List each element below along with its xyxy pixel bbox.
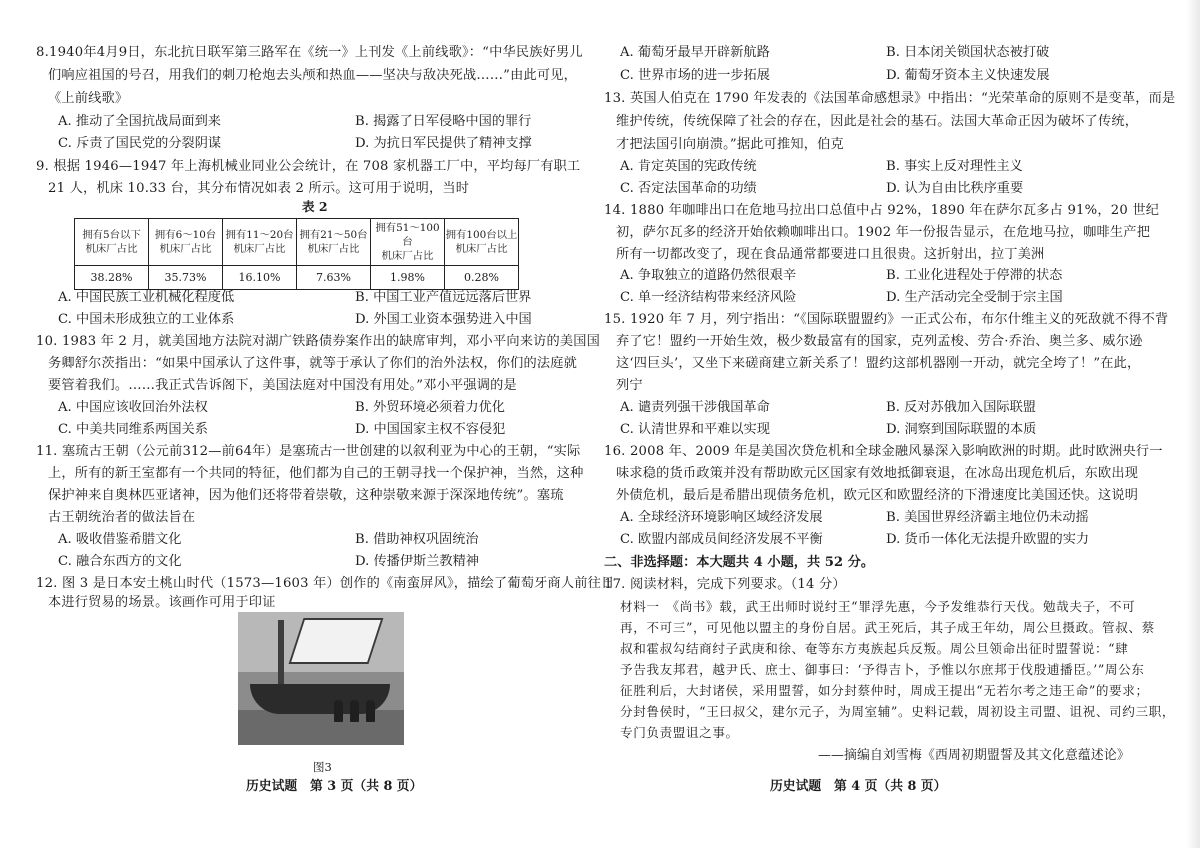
table-header-cell: 拥有11～20台 机床厂占比 (223, 219, 297, 266)
q11-option-b[interactable]: B. 借助神权巩固统治 (355, 532, 479, 547)
q17-source: ——摘编自刘雪梅《西周初期盟誓及其文化意蕴述论》 (818, 748, 1130, 763)
q17-material-line: 征胜利后，大封诸侯，采用盟誓，如分封蔡仲时，周成王提出“无若尔考之违王命”的要求； (620, 683, 1149, 698)
q12-option-d[interactable]: D. 葡萄牙资本主义快速发展 (886, 68, 1050, 83)
q10-option-c[interactable]: C. 中美共同维系两国关系 (58, 422, 208, 437)
table-header-cell: 拥有5台以下 机床厂占比 (75, 219, 149, 266)
q17-material-line: 分封鲁侯时，“王曰叔父，建尔元子，为周室辅”。史料记载，周初设主司盟、诅祝、司约三职， (620, 704, 1176, 719)
q14-stem: 14. 1880 年咖啡出口在危地马拉出口总值中占 92%，1890 年在萨尔瓦多占 91%，20 世纪 (604, 203, 1160, 218)
q15-option-c[interactable]: C. 认清世界和平难以实现 (620, 422, 770, 437)
q13-option-c[interactable]: C. 否定法国革命的功绩 (620, 181, 757, 196)
table-value-cell: 38.28% (75, 266, 149, 290)
q9-option-b[interactable]: B. 中国工业产值远远落后世界 (355, 290, 532, 305)
q10-stem: 10. 1983 年 2 月，就美国地方法院对湖广铁路债券案作出的缺席审判，邓小平向来访的美国国 (36, 334, 601, 349)
table-2 (74, 218, 519, 290)
q17-stem: 17. 阅读材料，完成下列要求。（14 分） (604, 577, 846, 592)
page-4-footer: 历史试题 第 4 页（共 8 页） (770, 779, 947, 794)
figure-ground (238, 710, 404, 745)
q11-stem: 11. 塞琉古王朝（公元前312—前64年）是塞琉古一世创建的以叙利亚为中心的王朝，“实际 (36, 444, 581, 459)
section-2-heading: 二、非选择题：本大题共 4 小题，共 52 分。 (604, 555, 875, 570)
q13-stem-line3: 才把法国引向崩溃。”据此可推知，伯克 (616, 137, 844, 152)
page-4 (600, 0, 1200, 848)
q17-material-line: 专门负责盟诅之事。 (620, 725, 739, 740)
q15-stem-line4: 列宁 (616, 378, 643, 393)
q11-stem-line4: 古王朝统治者的做法旨在 (48, 510, 196, 525)
q14-option-a[interactable]: A. 争取独立的道路仍然很艰辛 (620, 268, 797, 283)
q15-option-b[interactable]: B. 反对苏俄加入国际联盟 (886, 400, 1036, 415)
page-3-footer: 历史试题 第 3 页（共 8 页） (246, 779, 423, 794)
q13-stem-line2: 维护传统，传统保障了社会的存在，因此是社会的基石。法国大革命正因为破坏了传统， (616, 114, 1139, 129)
q9-option-d[interactable]: D. 外国工业资本强势进入中国 (355, 312, 532, 327)
q9-option-c[interactable]: C. 中国未形成独立的工业体系 (58, 312, 235, 327)
table-2-caption: 表 2 (302, 199, 328, 214)
q16-option-b[interactable]: B. 美国世界经济霸主地位仍未动摇 (886, 510, 1089, 525)
figure-ship-sail (289, 618, 384, 664)
q14-stem-line3: 所有一切都改变了，现在食品通常都要进口且很贵。这折射出，拉丁美洲 (616, 247, 1045, 262)
q10-option-b[interactable]: B. 外贸环境必须着力优化 (355, 400, 505, 415)
q8-stem-line3: 《上前线歌》 (48, 91, 129, 106)
table-value-cell: 7.63% (297, 266, 371, 290)
q11-option-a[interactable]: A. 吸收借鉴希腊文化 (58, 532, 182, 547)
q10-stem-line3: 要管着我们。……我正式告诉阁下，美国法庭对中国没有用处。”邓小平强调的是 (48, 378, 517, 393)
q8-option-a[interactable]: A. 推动了全国抗战局面到来 (58, 114, 221, 129)
figure-person (334, 700, 343, 722)
figure-3-nanban-screen (238, 612, 404, 745)
q8-option-c[interactable]: C. 斥责了国民党的分裂阴谋 (58, 136, 222, 151)
table-header-cell: 拥有6～10台 机床厂占比 (149, 219, 223, 266)
q16-stem: 16. 2008 年、2009 年是美国次贷危机和全球金融风暴深入影响欧洲的时期。此时欧洲央行一 (604, 444, 1163, 459)
q10-stem-line2: 务卿舒尔茨指出：“如果中国承认了这件事，就等于承认了你们的治外法权，你们的法庭就 (48, 356, 578, 371)
figure-ship-mast (278, 620, 284, 688)
q8-option-d[interactable]: D. 为抗日军民提供了精神支撑 (355, 136, 532, 151)
q10-option-d[interactable]: D. 中国国家主权不容侵犯 (355, 422, 506, 437)
q9-option-a[interactable]: A. 中国民族工业机械化程度低 (58, 290, 235, 305)
q10-option-a[interactable]: A. 中国应该收回治外法权 (58, 400, 208, 415)
q15-stem: 15. 1920 年 7 月，列宁指出：“《国际联盟盟约》一正式公布，布尔什维主义的死敌就不得不背 (604, 312, 1169, 327)
q15-option-d[interactable]: D. 洞察到国际联盟的本质 (886, 422, 1037, 437)
q16-stem-line2: 味求稳的货币政策并没有帮助欧元区国家有效地抵御衰退，在冰岛出现危机后，东欧出现 (616, 466, 1139, 481)
table-header-cell: 拥有51～100台 机床厂占比 (371, 219, 445, 266)
q13-option-b[interactable]: B. 事实上反对理性主义 (886, 159, 1023, 174)
q8-stem-line2: 们响应祖国的号召，用我们的刺刀枪炮去头颅和热血——坚决与敌决死战……”由此可见， (48, 68, 578, 83)
q12-option-a[interactable]: A. 葡萄牙最早开辟新航路 (620, 45, 770, 60)
q12-option-c[interactable]: C. 世界市场的进一步拓展 (620, 68, 770, 83)
q16-stem-line3: 外债危机，最后是希腊出现债务危机，欧元区和欧盟经济的下滑速度比美国还快。这说明 (616, 488, 1139, 503)
q16-option-d[interactable]: D. 货币一体化无法提升欧盟的实力 (886, 532, 1090, 547)
q15-stem-line2: 弃了它！盟约一开始生效，极少数最富有的国家，克列孟梭、劳合·乔治、奥兰多、威尔逊 (616, 334, 1143, 349)
q12-stem-line2: 本进行贸易的场景。该画作可用于印证 (48, 595, 276, 610)
q17-material-line: 材料一 《尚书》载，武王出师时说纣王“罪浮先惠，今予发维恭行天伐。勉哉夫子，不可 (620, 599, 1136, 614)
q16-option-a[interactable]: A. 全球经济环境影响区域经济发展 (620, 510, 823, 525)
q8-option-b[interactable]: B. 揭露了日军侵略中国的罪行 (355, 114, 532, 129)
q15-stem-line3: 这‘四巨头’，又坐下来磋商建立新关系了！盟约这部机器刚一开动，就完全垮了！”在此， (616, 356, 1141, 371)
table-value-cell: 35.73% (149, 266, 223, 290)
table-value-cell: 1.98% (371, 266, 445, 290)
figure-person (350, 700, 359, 722)
q8-stem: 8.1940年4月9日，东北抗日联军第三路军在《统一》上刊发《上前线歌》：“中华民族好男儿 (36, 45, 583, 60)
q12-stem: 12. 图 3 是日本安土桃山时代（1573—1603 年）创作的《南蛮屏风》，描绘了葡萄牙商人前往日 (36, 576, 615, 591)
q12-option-b[interactable]: B. 日本闭关锁国状态被打破 (886, 45, 1050, 60)
scan-edge-shadow (1186, 0, 1200, 848)
q14-option-c[interactable]: C. 单一经济结构带来经济风险 (620, 290, 797, 305)
q17-material-line: 予告我友邦君，越尹氏、庶士、御事曰：‘予得吉卜，予惟以尔庶邦于伐殷逋播臣。’”周公东 (620, 662, 1145, 677)
table-value-cell: 0.28% (445, 266, 519, 290)
table-header-cell: 拥有100台以上 机床厂占比 (445, 219, 519, 266)
q13-option-a[interactable]: A. 肯定英国的宪政传统 (620, 159, 757, 174)
q17-material-line: 再，不可三”，可见他以盟主的身份自居。武王死后，其子成王年幼，周公旦摄政。管叔、蔡 (620, 620, 1155, 635)
q9-stem-line2: 21 人，机床 10.33 台，其分布情况如表 2 所示。这可用于说明，当时 (48, 181, 470, 196)
q13-option-d[interactable]: D. 认为自由比秩序重要 (886, 181, 1024, 196)
table-value-cell: 16.10% (223, 266, 297, 290)
q13-stem: 13. 英国人伯克在 1790 年发表的《法国革命感想录》中指出：“光荣革命的原则不是变革，而是 (604, 91, 1176, 106)
q16-option-c[interactable]: C. 欧盟内部成员间经济发展不平衡 (620, 532, 823, 547)
q14-option-d[interactable]: D. 生产活动完全受制于宗主国 (886, 290, 1063, 305)
q9-stem: 9. 根据 1946—1947 年上海机械业同业公会统计，在 708 家机器工厂中，平均每厂有职工 (36, 159, 581, 174)
q11-stem-line3: 保护神来自奥林匹亚诸神，因为他们还将带着崇敬，这种崇敬来源于深深地传统”。塞琉 (48, 488, 564, 503)
figure-3-caption: 图3 (313, 760, 332, 774)
q15-option-a[interactable]: A. 谴责列强干涉俄国革命 (620, 400, 770, 415)
q14-option-b[interactable]: B. 工业化进程处于停滞的状态 (886, 268, 1063, 283)
figure-person (366, 700, 375, 722)
q14-stem-line2: 初，萨尔瓦多的经济开始依赖咖啡出口。1902 年一份报告显示，在危地马拉，咖啡生产把 (616, 225, 1151, 240)
q11-option-c[interactable]: C. 融合东西方的文化 (58, 554, 182, 569)
q17-material-line: 叔和霍叔勾结商纣子武庚和徐、奄等东方夷族起兵反叛。周公旦领命出征时盟誓说：“肆 (620, 641, 1129, 656)
q11-option-d[interactable]: D. 传播伊斯兰教精神 (355, 554, 479, 569)
q11-stem-line2: 上，所有的新王室都有一个共同的特征，他们都为自己的王朝寻找一个保护神，当然，这种 (48, 466, 584, 481)
table-header-cell: 拥有21～50台 机床厂占比 (297, 219, 371, 266)
